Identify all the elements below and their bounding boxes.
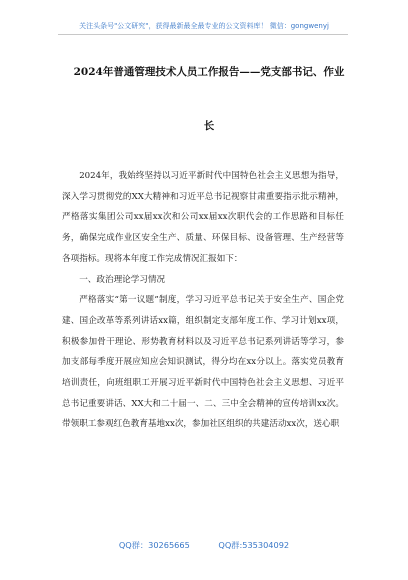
footer-qq-group-1: QQ群：30265665 [118, 540, 190, 550]
footer-qq-group-2: QQ群:535304092 [218, 540, 290, 550]
paragraph-political-study: 严格落实“第一议题”制度，学习习近平总书记关于安全生产、国企党建、国企改革等系列讲话xx篇，组织制定支部年度工作、学习计划xx项，积极参加骨干理论、形势教育材料以及习近平总书记系列讲话等学习，参加支部每季度开展应知应会知识测试，得分均在xx分以上。落实党员教育培训责任，向班组职工开展习近平新时代中国特色社会主义思想、习近平总书记重要讲话、XX大和二十届一、二、三中全会精神的宣传培训xx次。带领职工参观红色教育基地xx次，参加社区组织的共建活动xx次，送心职 [62, 295, 344, 430]
document-body [62, 166, 344, 435]
paragraph-intro: 2024年，我始终坚持以习近平新时代中国特色社会主义思想为指导，深入学习贯彻党的XX大精神和习近平总书记视察甘肃重要指示批示精神，严格落实集团公司xx届xx次和公司xx届xx次职代会的工作思路和目标任务，确保完成作业区安全生产、质量、环保目标、设备管理、生产经营等各项指标。现将本年度工作完成情况汇报如下： [62, 171, 344, 264]
document-title: 2024年普通管理技术人员工作报告——党支部书记、作业 [73, 66, 345, 78]
header-banner: 关注头条号"公文研究"，获得最新最全最专业的公文资料库！ 微信：gongwenyj [79, 22, 329, 30]
header-divider [58, 34, 348, 35]
document-title-continuation: 长 [203, 120, 215, 132]
footer [0, 540, 408, 550]
section-heading-political-study: 一、政治理论学习情况 [79, 274, 166, 285]
